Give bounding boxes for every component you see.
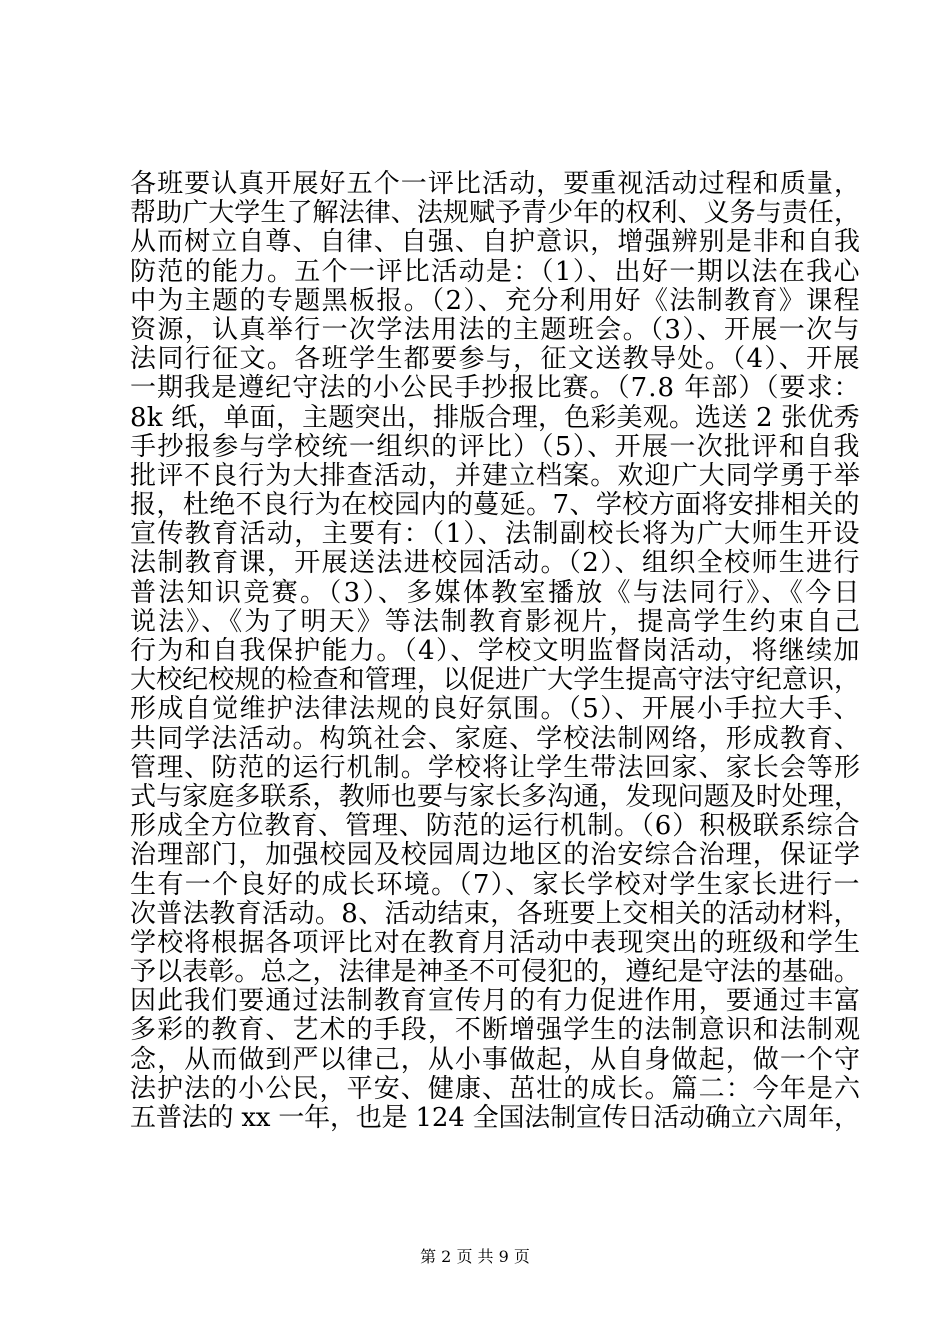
text-line: 帮助广大学生了解法律、法规赋予青少年的权利、义务与责任， bbox=[130, 198, 861, 229]
text-line: 五普法的 xx 一年，也是 124 全国法制宣传日活动确立六周年， bbox=[130, 1103, 860, 1133]
text-line: 批评不良行为大排查活动，并建立档案。欢迎广大同学勇于举 bbox=[130, 460, 862, 491]
text-line: 手抄报参与学校统一组织的评比）（5）、开展一次批评和自我 bbox=[130, 431, 861, 462]
text-line: 从而树立自尊、自律、自强、自护意识，增强辨别是非和自我 bbox=[130, 227, 862, 258]
text-line: 法制教育课，开展送法进校园活动。（2）、组织全校师生进行 bbox=[130, 548, 861, 579]
text-line: 学校将根据各项评比对在教育月活动中表现突出的班级和学生 bbox=[130, 927, 862, 958]
text-line: 防范的能力。五个一评比活动是：（1）、出好一期以法在我心 bbox=[130, 256, 861, 287]
text-line: 多彩的教育、艺术的手段，不断增强学生的法制意识和法制观 bbox=[130, 1015, 862, 1046]
text-line: 治理部门，加强校园及校园周边地区的治安综合治理，保证学 bbox=[130, 840, 862, 871]
text-line: 形成自觉维护法律法规的良好氛围。（5）、开展小手拉大手、 bbox=[130, 694, 861, 725]
text-line: 管理、防范的运行机制。学校将让学生带法回家、家长会等形 bbox=[130, 752, 862, 783]
text-line: 法护法的小公民，平安、健康、茁壮的成长。篇二：今年是六 bbox=[130, 1073, 862, 1104]
text-line: 念，从而做到严以律己，从小事做起，从自身做起，做一个守 bbox=[130, 1044, 862, 1075]
text-line: 式与家庭多联系，教师也要与家长多沟通，发现问题及时处理， bbox=[130, 781, 861, 812]
text-line: 形成全方位教育、管理、防范的运行机制。（6）积极联系综合 bbox=[130, 811, 861, 842]
text-line: 宣传教育活动，主要有：（1）、法制副校长将为广大师生开设 bbox=[130, 519, 861, 550]
text-line: 予以表彰。总之，法律是神圣不可侵犯的，遵纪是守法的基础。 bbox=[130, 957, 861, 988]
text-line: 次普法教育活动。8、活动结束，各班要上交相关的活动材料， bbox=[130, 898, 860, 929]
text-line: 大校纪校规的检查和管理，以促进广大学生提高守法守纪意识， bbox=[130, 665, 861, 696]
page-footer: 第 2 页 共 9 页 bbox=[420, 1247, 530, 1266]
text-line: 中为主题的专题黑板报。（2）、充分利用好《法制教育》课程 bbox=[130, 285, 861, 316]
text-line: 一期我是遵纪守法的小公民手抄报比赛。（7.8 年部）（要求： bbox=[130, 373, 861, 404]
text-line: 说法》、《为了明天》等法制教育影视片，提高学生约束自己 bbox=[130, 606, 863, 637]
text-line: 8k 纸，单面，主题突出，排版合理，色彩美观。选送 2 张优秀 bbox=[130, 402, 860, 433]
text-line: 行为和自我保护能力。（4）、学校文明监督岗活动，将继续加 bbox=[130, 636, 861, 666]
text-line: 普法知识竞赛。（3）、多媒体教室播放《与法同行》、《今日 bbox=[130, 577, 862, 608]
text-line: 报，杜绝不良行为在校园内的蔓延。7、学校方面将安排相关的 bbox=[130, 490, 860, 521]
text-line: 因此我们要通过法制教育宣传月的有力促进作用，要通过丰富 bbox=[130, 986, 862, 1017]
text-line: 共同学法活动。构筑社会、家庭、学校法制网络，形成教育、 bbox=[130, 723, 862, 754]
body-text bbox=[130, 169, 863, 1133]
text-line: 各班要认真开展好五个一评比活动，要重视活动过程和质量， bbox=[130, 169, 862, 199]
text-line: 生有一个良好的成长环境。（7）、家长学校对学生家长进行一 bbox=[130, 869, 861, 900]
text-line: 资源，认真举行一次学法用法的主题班会。（3）、开展一次与 bbox=[130, 314, 861, 345]
text-line: 法同行征文。各班学生都要参与，征文送教导处。（4）、开展 bbox=[130, 344, 861, 375]
